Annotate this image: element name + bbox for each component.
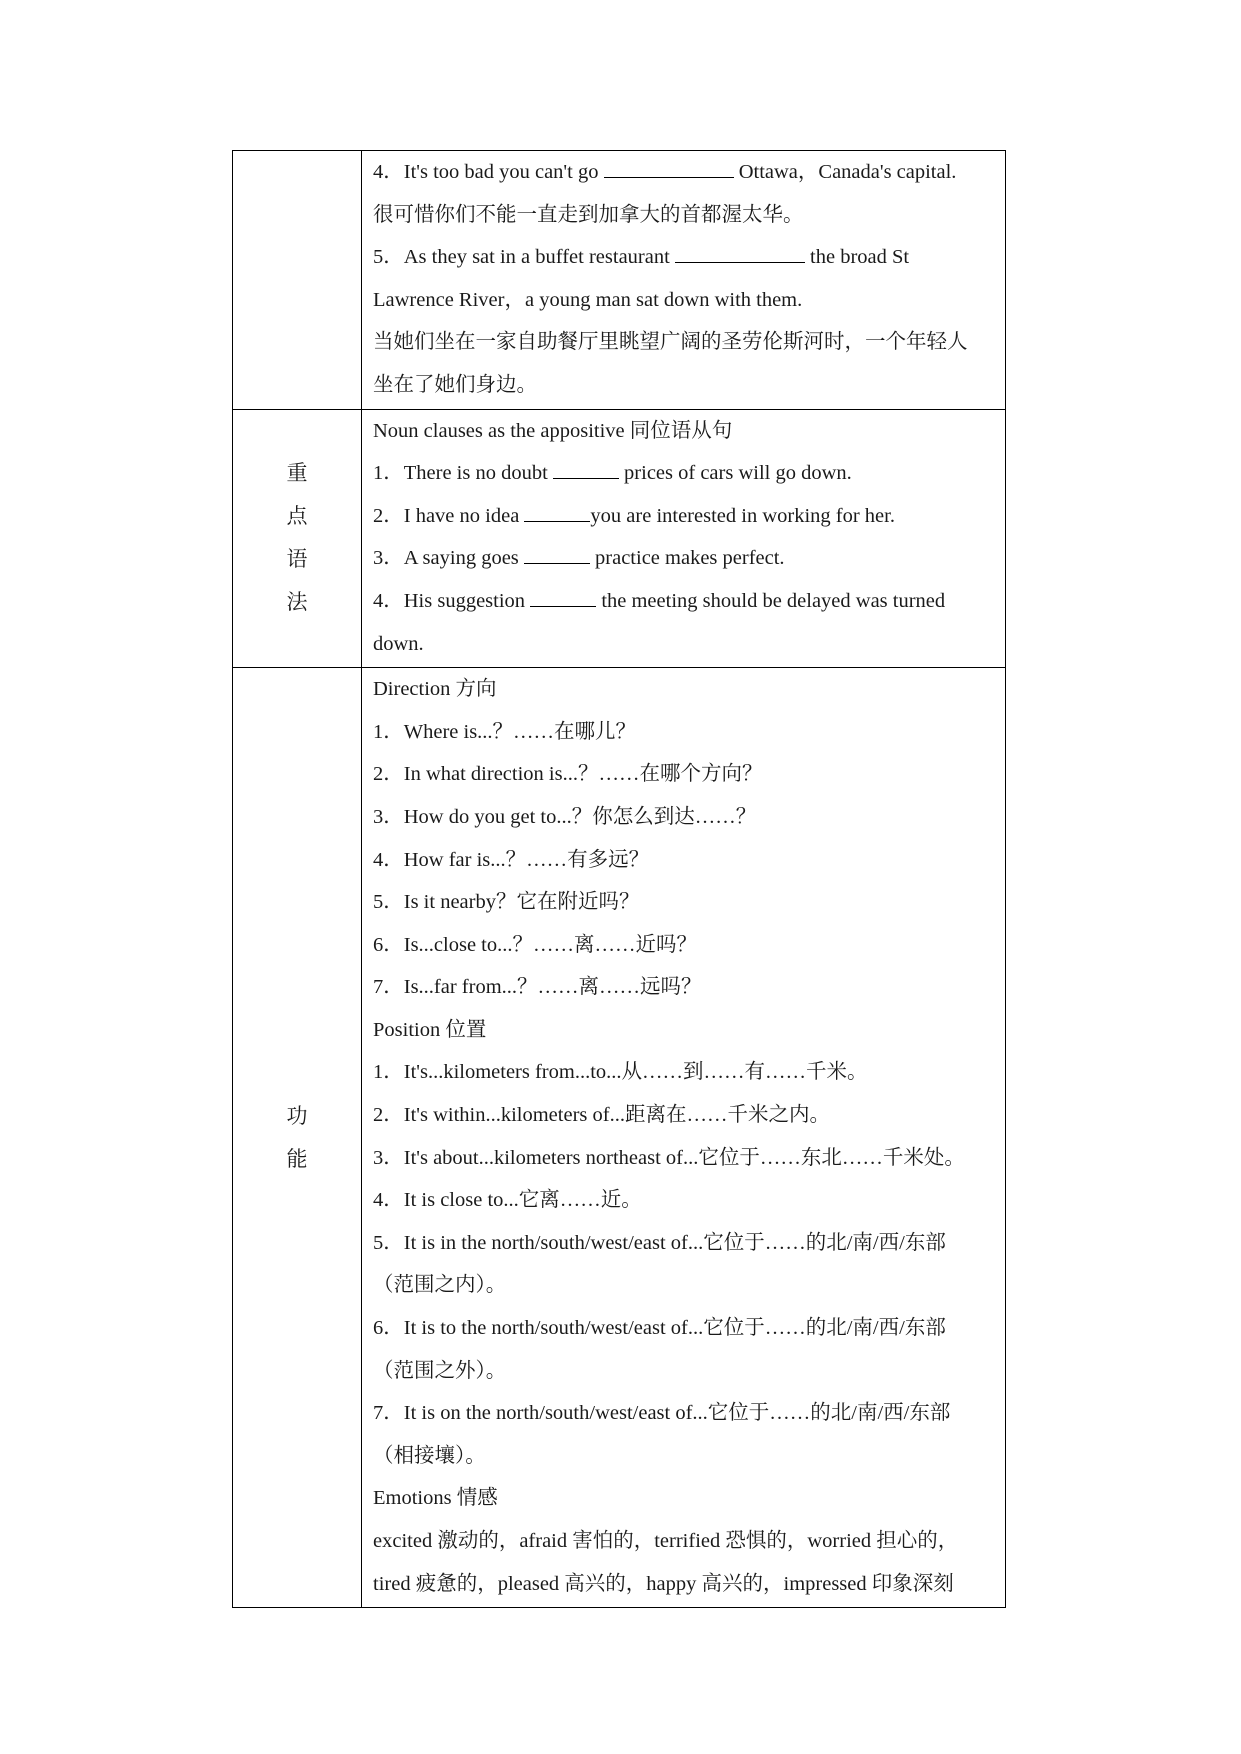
section-label-char: 能 <box>286 1146 308 1171</box>
section-label-char: 点 <box>286 504 308 529</box>
content-line: （范围之外）。 <box>373 1359 507 1382</box>
section-content-cell <box>362 151 1006 410</box>
section-label-char: 重 <box>286 461 308 486</box>
line-text-after-blank: you are interested in working for her. <box>590 504 895 527</box>
fill-in-blank <box>553 460 619 479</box>
content-line: 5．It is in the north/south/west/east of...它位于……的北/南/西/东部 <box>373 1231 946 1254</box>
content-line <box>373 236 995 279</box>
content-line: Emotions 情感 <box>373 1487 498 1510</box>
line-text-before-blank: 4．His suggestion <box>373 589 531 612</box>
section-row <box>233 668 1006 1608</box>
line-text-before-blank: 3．A saying goes <box>373 547 524 570</box>
content-line: 6．It is to the north/south/west/east of...它位于……的北/南/西/东部 <box>373 1317 946 1340</box>
fill-in-blank <box>675 244 805 263</box>
section-row <box>233 409 1006 668</box>
line-text-before-blank: 2．I have no idea <box>373 504 525 527</box>
content-line: 4．It is close to...它离……近。 <box>373 1189 642 1212</box>
section-row <box>233 151 1006 410</box>
fill-in-blank <box>524 545 590 564</box>
fill-in-blank <box>604 159 734 178</box>
line-text-after-blank: Ottawa，Canada's capital. <box>733 161 957 183</box>
content-line: 1．It's...kilometers from...to...从……到……有……千米。 <box>373 1061 868 1084</box>
fill-in-blank <box>524 503 590 522</box>
fill-in-blank <box>530 588 596 607</box>
content-line: 4．How far is...？……有多远？ <box>373 848 650 871</box>
line-text-after-blank: the broad St <box>804 246 910 269</box>
content-line: 7．Is...far from...？……离……远吗？ <box>373 976 702 999</box>
content-line: down. <box>373 632 424 655</box>
content-line: 2．It's within...kilometers of...距离在……千米之内。 <box>373 1104 830 1127</box>
content-line: 5．Is it nearby？它在附近吗？ <box>373 891 640 914</box>
content-line: Direction 方向 <box>373 678 497 701</box>
content-line <box>373 151 995 194</box>
content-line: 坐在了她们身边。 <box>373 373 537 396</box>
content-line: 6．Is...close to...？……离……近吗？ <box>373 933 697 956</box>
section-label-char: 语 <box>286 547 308 572</box>
section-label-char: 功 <box>286 1103 308 1128</box>
content-line <box>373 452 995 495</box>
line-text-after-blank: practice makes perfect. <box>589 547 785 570</box>
section-label-cell <box>233 151 362 410</box>
content-line <box>373 495 995 538</box>
line-text-before-blank: 5．As they sat in a buffet restaurant <box>373 246 675 269</box>
content-line: 7．It is on the north/south/west/east of...它位于……的北/南/西/东部 <box>373 1402 951 1425</box>
content-line: 当她们坐在一家自助餐厅里眺望广阔的圣劳伦斯河时，一个年轻人 <box>373 331 968 354</box>
content-line: excited 激动的，afraid 害怕的，terrified 恐惧的，worried 担心的， <box>373 1530 959 1552</box>
content-line <box>373 580 995 623</box>
worksheet-table <box>232 150 1006 1608</box>
content-line: 3．How do you get to...？你怎么到达……？ <box>373 805 757 828</box>
content-line: 1．Where is...？……在哪儿？ <box>373 720 637 743</box>
line-text-after-blank: the meeting should be delayed was turned <box>596 589 946 612</box>
content-line: 很可惜你们不能一直走到加拿大的首都渥太华。 <box>373 203 804 226</box>
line-text-before-blank: 1．There is no doubt <box>373 462 553 485</box>
content-line: tired 疲惫的，pleased 高兴的，happy 高兴的，impressed 印象深刻 <box>373 1572 954 1595</box>
content-line: （相接壤）。 <box>373 1444 486 1467</box>
content-line: 3．It's about...kilometers northeast of...它位于……东北……千米处。 <box>373 1146 965 1169</box>
content-line <box>373 537 995 580</box>
content-line: Noun clauses as the appositive 同位语从句 <box>373 419 733 442</box>
section-label-char: 法 <box>286 590 308 615</box>
line-text-before-blank: 4．It's too bad you can't go <box>373 161 604 183</box>
section-label-cell <box>233 409 362 668</box>
section-label-cell <box>233 668 362 1608</box>
line-text-after-blank: prices of cars will go down. <box>618 462 852 485</box>
section-content-cell <box>362 668 1006 1608</box>
content-line: 2．In what direction is...？……在哪个方向？ <box>373 763 763 786</box>
section-content-cell <box>362 409 1006 668</box>
content-line: （范围之内）。 <box>373 1274 507 1297</box>
content-line: Position 位置 <box>373 1018 487 1041</box>
content-line: Lawrence River，a young man sat down with them. <box>373 288 803 311</box>
